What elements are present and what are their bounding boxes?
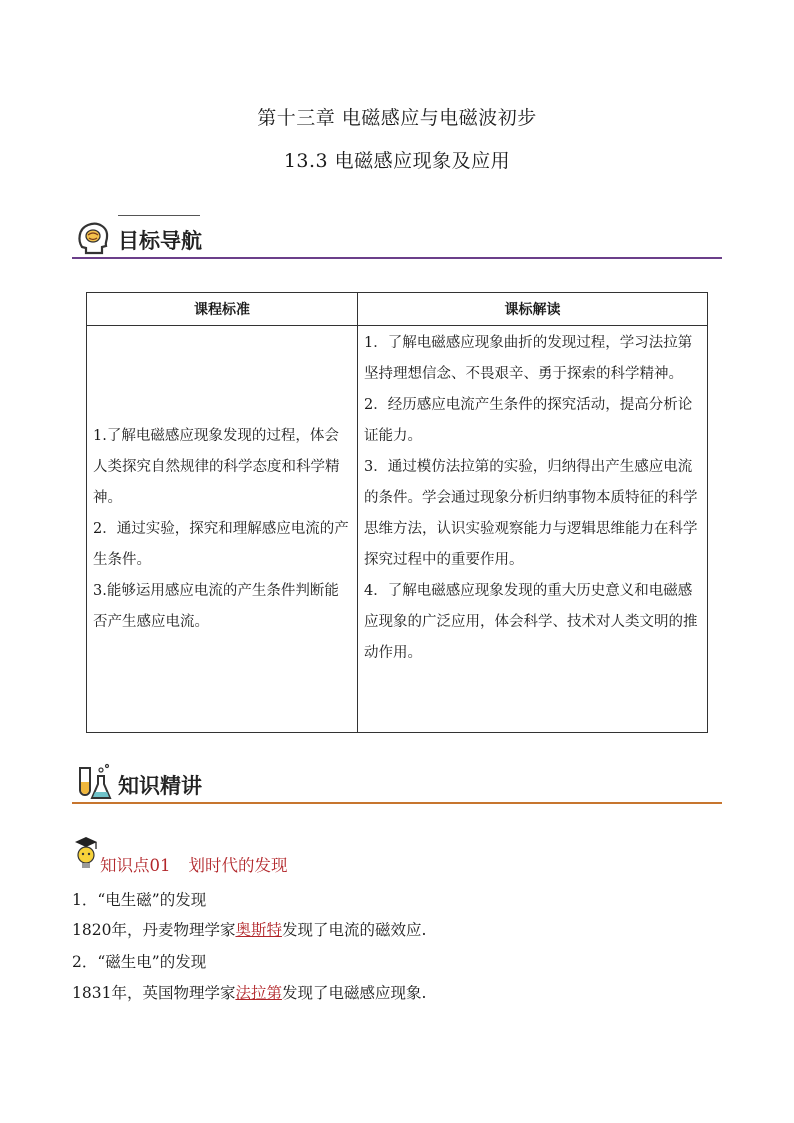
interpretation-item: 3．通过模仿法拉第的实验，归纳得出产生感应电流的条件。学会通过现象分析归纳事物本质特征的科学思维方法，认识实验观察能力与逻辑思维能力在科学探究过程中的重要作用。 xyxy=(364,459,698,568)
table-row xyxy=(87,326,708,733)
interpretation-item: 1．了解电磁感应现象曲折的发现过程，学习法拉第坚持理想信念、不畏艰辛、勇于探索的科学精神。 xyxy=(364,335,693,382)
table-header-row xyxy=(87,293,708,326)
chapter-title: 第十三章 电磁感应与电磁波初步 xyxy=(257,107,537,129)
knowledge-section-rule xyxy=(72,802,722,804)
interpretation-item: 2．经历感应电流产生条件的探究活动，提高分析论证能力。 xyxy=(364,397,693,444)
standard-item: 2．通过实验，探究和理解感应电流的产生条件。 xyxy=(93,520,349,568)
brain-head-icon xyxy=(74,217,114,257)
goal-section-rule xyxy=(72,257,722,259)
faraday-highlight: 法拉第 xyxy=(235,984,282,1002)
item1-prefix: 1820年，丹麦物理学家 xyxy=(72,921,236,939)
column-header-interpretation: 课标解读 xyxy=(358,293,708,326)
oersted-highlight: 奥斯特 xyxy=(235,921,282,939)
knowledge-section-header xyxy=(72,760,722,804)
standard-item: 1.了解电磁感应现象发现的过程，体会人类探究自然规律的科学态度和科学精神。 xyxy=(93,427,340,506)
standards-cell xyxy=(87,326,358,733)
item2-title: 2．“磁生电”的发现 xyxy=(72,953,207,971)
knowledge-point-number: 知识点01 xyxy=(100,856,171,875)
header-top-rule xyxy=(118,215,200,216)
item1-text xyxy=(72,918,426,940)
goal-section-label: 目标导航 xyxy=(118,229,202,253)
column-header-standards: 课程标准 xyxy=(87,293,358,326)
item2-suffix: 发现了电磁感应现象. xyxy=(281,984,427,1002)
curriculum-table xyxy=(86,292,708,733)
item2-text xyxy=(72,981,426,1003)
item1-suffix: 发现了电流的磁效应. xyxy=(281,921,427,939)
interpretation-cell xyxy=(358,326,708,733)
knowledge-point-heading xyxy=(72,834,472,874)
knowledge-point-name: 划时代的发现 xyxy=(188,856,288,875)
goal-section-header xyxy=(72,215,722,259)
graduate-bulb-icon xyxy=(72,834,100,874)
flask-icon xyxy=(74,762,114,802)
standard-item: 3.能够运用感应电流的产生条件判断能否产生感应电流。 xyxy=(93,582,339,630)
item2-prefix: 1831年，英国物理学家 xyxy=(72,984,236,1002)
interpretation-item: 4．了解电磁感应现象发现的重大历史意义和电磁感应现象的广泛应用，体会科学、技术对人类文明的推动作用。 xyxy=(364,583,698,661)
item1-title: 1．“电生磁”的发现 xyxy=(72,891,207,909)
knowledge-section-label: 知识精讲 xyxy=(118,774,202,798)
section-title: 13.3 电磁感应现象及应用 xyxy=(283,150,511,172)
